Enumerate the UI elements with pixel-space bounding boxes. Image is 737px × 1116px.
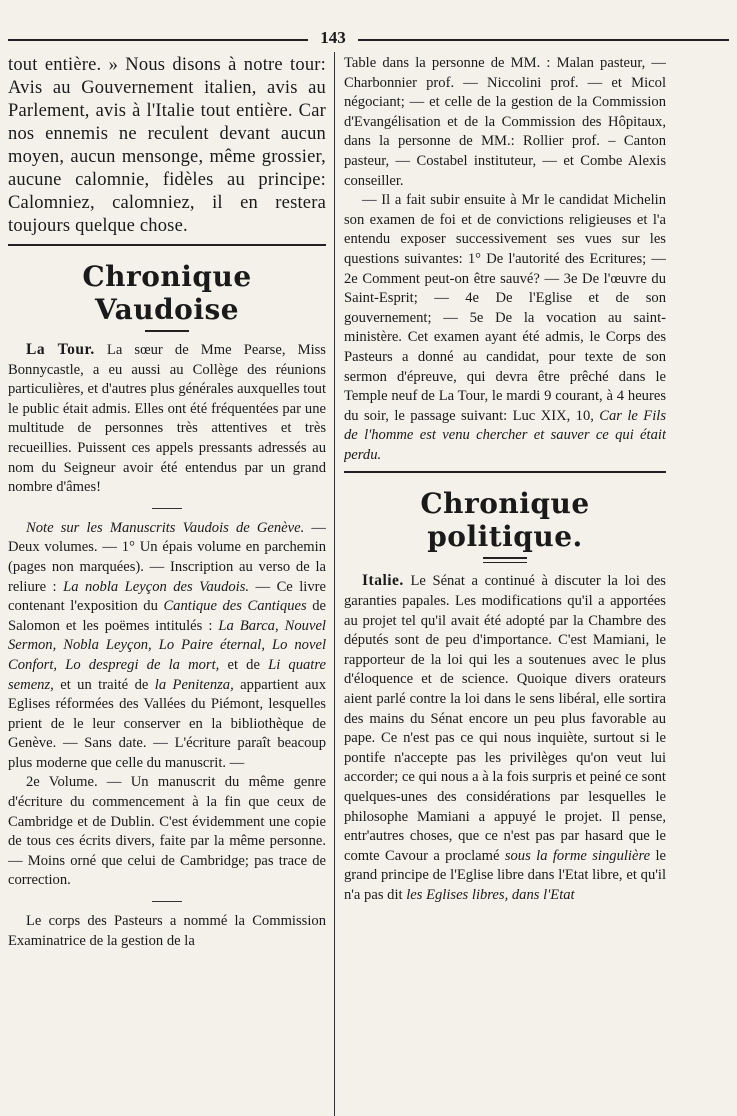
intro-paragraph: tout entière. » Nous disons à notre tour: Avis au Gouvernement italien, avis au Parlement, avis à l'Italie tout entière. Car nos ennemis ne reculent devant aucun moyen, aucun mensonge, même grossier, aucune calomnie, fidèles au principe: Calomniez, calomniez, il en restera toujours quelque chose.	[8, 55, 326, 236]
manuscripts-text-1: — Deux volumes. — 1° Un épais volume en parchemin (pages non marquées). — Inscription au verso de la reliure :	[8, 519, 326, 595]
header-rule-left	[8, 39, 308, 41]
italie-italic-2: les Eglises libres, dans l'Etat	[406, 886, 575, 903]
page-number: 143	[320, 28, 346, 47]
manuscripts-title-1: La nobla Leyçon des Vaudois.	[63, 578, 250, 595]
manuscripts-text-5: et un traité de	[60, 676, 149, 693]
manuscripts-volume-2: 2e Volume. — Un manuscrit du même genre d'écriture du commencement à la fin que ceux de Cambridge et de Dublin. C'est évidemment une copie de tous ces écrits divers, faite par la même personne. — Moins orné que celui de Cambridge; pas trace de correction.	[8, 774, 326, 889]
manuscripts-text-6: appartient aux Eglises réformées des Vallées du Piémont, lesquelles prient de le leur conserver en la bibliothèque de Genève. — Sans date. — L'écriture paraît beacoup plus moderne que celle du manuscrit. —	[8, 676, 326, 771]
exam-text: — Il a fait subir ensuite à Mr le candidat Michelin son examen de foi et de convictions religieuses et l'a entendu exposer successivement ses vues sur les questions suivantes: 1° De l'autorité des Ecritures; — 2e Comment peut-on être sauvé? — 3e De l'œuvre du Saint-Esprit; — 4e De l'Eglise et de son gouvernement; — 5e De la vocation au saint-ministère. Cet examen ayant été admis, le Corps des Pasteurs a donné au candidat, pour texte de son sermon d'épreuve, qui devra être prêché dans le Temple neuf de La Tour, le mardi 9 courant, à 4 heures du soir, le passage suivant: Luc XIX, 10,	[344, 192, 666, 424]
column-divider	[334, 52, 335, 1116]
section-rule-right	[344, 471, 666, 473]
manuscripts-text-4: et de	[227, 656, 260, 673]
manuscripts-text-3: de Salomon et les poëmes intitulés :	[8, 598, 326, 634]
header-rule-right	[358, 39, 729, 41]
short-separator-2	[152, 901, 182, 902]
short-separator	[152, 508, 182, 509]
la-tour-text: La sœur de Mme Pearse, Miss Bonnycastle, a eu aussi au Collège des réunions particulières, et d'autres plus générales auxquelles tout le public était admis. Elles ont été fréquentées par une multitude de personnes très attentives et très recueillies. Puissent ces appels pressants adressés au nom du Seigneur avoir été entendus par un grand nombre d'âmes!	[8, 342, 326, 496]
italie-text-1: Le Sénat a continué à discuter la loi des garanties papales. Les modifications qu'il a apportées au projet tel qu'il avait été adopté par la Chambre des députés sont de peu d'importance. C'est Mamiani, le rapporteur de la loi qui les a soutenues avec le plus d'éloquence et de science. Quoique divers orateurs aient parlé contre la loi dans le sens libéral, elle sortira des mains du Sénat encore un peu plus favorable au pape. Ce n'est pas ce qui nous inquiète, surtout si le pontife n'accepte pas les privilèges qu'on veut lui accorder; ce qui nous a à la fois surpris et peiné ce sont quelques-unes des considérations par lesquelles le philosophe Mamiani a appuyé le projet. Il pense, entr'autres choses, que ce n'est pas par hasard que le comte Cavour a proclamé	[344, 573, 666, 864]
left-column	[8, 54, 326, 1116]
title-separator	[145, 330, 189, 332]
manuscripts-text-2: — Ce livre contenant l'exposition du	[8, 578, 326, 615]
manuscripts-paragraph	[8, 519, 326, 774]
manuscripts-title-2: Cantique des Cantiques	[163, 598, 307, 615]
title-separator-right	[483, 557, 527, 563]
page-header	[8, 28, 729, 50]
right-column	[344, 54, 666, 1116]
pasteurs-paragraph: Le corps des Pasteurs a nommé la Commission Examinatrice de la gestion de la	[8, 913, 326, 949]
chronique-vaudoise-title: Chronique Vaudoise	[82, 260, 252, 326]
italie-paragraph	[344, 571, 666, 905]
manuscripts-intro: Note sur les Manuscrits Vaudois de Genève.	[26, 519, 305, 536]
italie-text-2: le grand principe de l'Eglise libre dans l'Etat libre, et qu'il n'a pas dit	[344, 847, 666, 903]
exam-quote: Car le Fils de l'homme est venu chercher et sauver ce qui était perdu.	[344, 407, 666, 463]
italie-italic-1: sous la forme singulière	[504, 847, 651, 864]
manuscripts-title-3: La Barca, Nouvel Sermon, Nobla Leyçon, Lo Paire éternal, Lo novel Confort, Lo despregi de la mort,	[8, 617, 326, 673]
manuscripts-title-4: Li quatre semenz,	[8, 656, 326, 693]
italie-tag: Italie.	[362, 572, 404, 590]
la-tour-tag: La Tour.	[26, 341, 95, 358]
section-rule	[8, 244, 326, 246]
exam-paragraph	[344, 191, 666, 465]
commission-paragraph: Table dans la personne de MM. : Malan pasteur, — Charbonnier prof. — Niccolini prof. — et Micol négociant; — et celle de la gestion de la Commission d'Evangélisation et de la Commission des Hôpitaux, dans la personne de MM.: Rollier prof. – Canton pasteur, — Costabel instituteur, — et Combe Alexis conseiller.	[344, 55, 666, 189]
chronique-politique-title: Chronique politique.	[420, 487, 590, 554]
manuscripts-title-5: la Penitenza,	[154, 676, 234, 693]
la-tour-paragraph	[8, 340, 326, 498]
